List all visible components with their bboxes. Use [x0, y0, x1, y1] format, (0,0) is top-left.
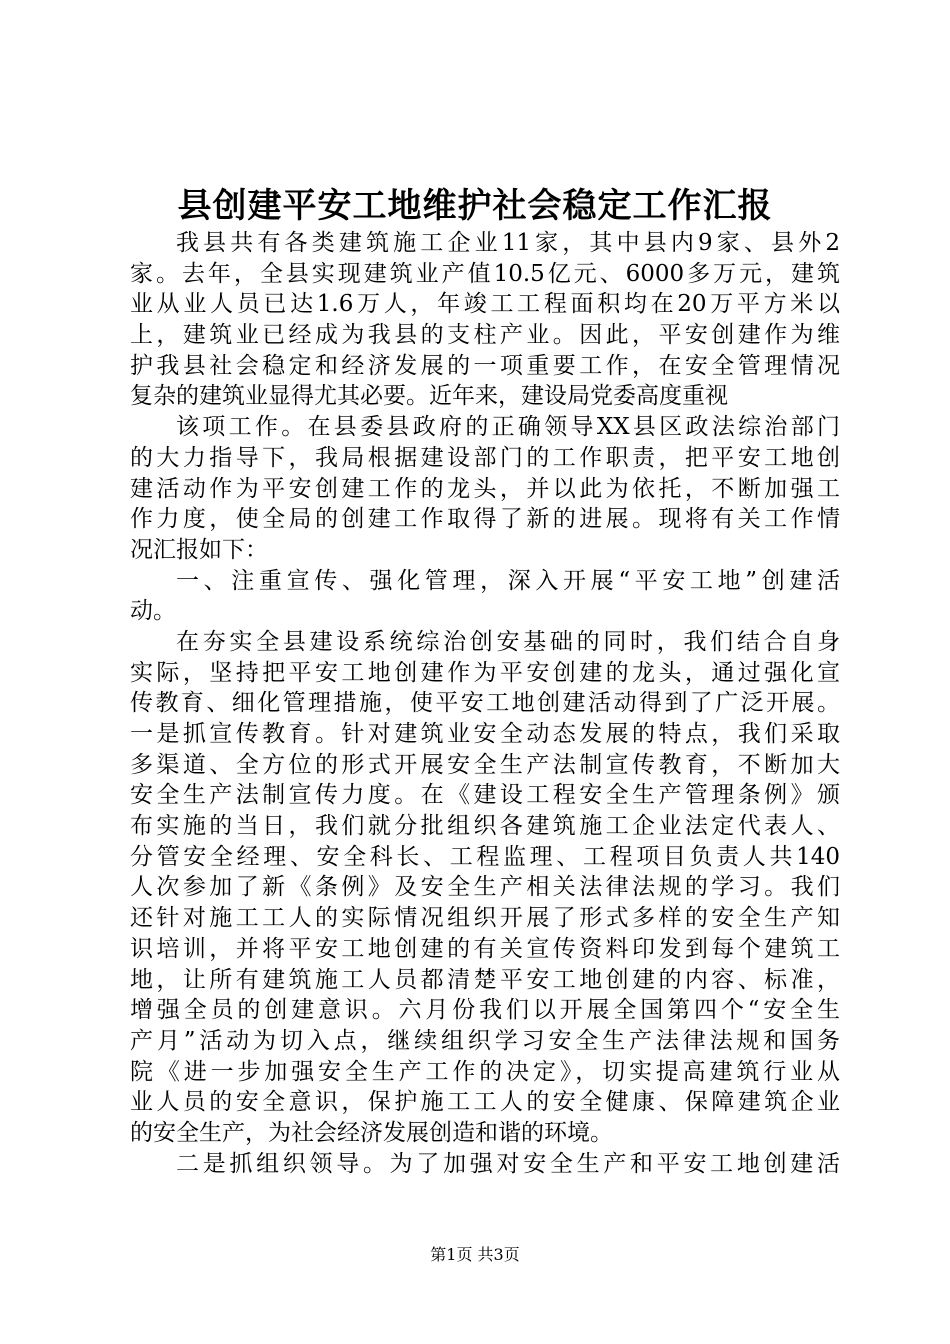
page-footer: 第1页 共3页	[430, 1245, 520, 1264]
text-line: 作力度，使全局的创建工作取得了新的进展。现将有关工作情	[130, 506, 840, 533]
text-line: 增强全员的创建意识。六月份我们以开展全国第四个“安全生	[130, 997, 840, 1024]
text-line: 人次参加了新《条例》及安全生产相关法律法规的学习。我们	[130, 874, 840, 901]
text-line: 该项工作。在县委县政府的正确领导XX县区政法综治部门	[176, 414, 840, 441]
document-title: 县创建平安工地维护社会稳定工作汇报	[177, 186, 773, 226]
text-line: 业从业人员已达1.6万人，年竣工工程面积均在20万平方米以	[130, 291, 840, 318]
text-line: 我县共有各类建筑施工企业11家，其中县内9家、县外2	[176, 230, 840, 256]
text-line: 在夯实全县建设系统综治创安基础的同时，我们结合自身	[176, 628, 840, 655]
text-line: 多渠道、全方位的形式开展安全生产法制宣传教育，不断加大	[130, 751, 840, 778]
text-line: 分管安全经理、安全科长、工程监理、工程项目负责人共140	[130, 843, 840, 870]
text-line: 护我县社会稳定和经济发展的一项重要工作，在安全管理情况	[130, 352, 840, 379]
text-line: 地，让所有建筑施工人员都清楚平安工地创建的内容、标准，	[130, 966, 840, 993]
text-line: 传教育、细化管理措施，使平安工地创建活动得到了广泛开展。	[130, 690, 840, 717]
text-line: 家。去年，全县实现建筑业产值10.5亿元、6000多万元，建筑	[130, 260, 840, 287]
text-line: 识培训，并将平安工地创建的有关宣传资料印发到每个建筑工	[130, 935, 840, 962]
text-line: 况汇报如下：	[130, 536, 268, 563]
text-line: 一、注重宣传、强化管理，深入开展“平安工地”创建活	[176, 567, 840, 594]
text-line: 还针对施工工人的实际情况组织开展了形式多样的安全生产知	[130, 905, 840, 932]
text-line: 二是抓组织领导。为了加强对安全生产和平安工地创建活	[176, 1150, 840, 1177]
text-line: 的安全生产，为社会经济发展创造和谐的环境。	[130, 1119, 613, 1146]
text-line: 产月”活动为切入点，继续组织学习安全生产法律法规和国务	[130, 1027, 840, 1054]
text-line: 实际，坚持把平安工地创建作为平安创建的龙头，通过强化宣	[130, 659, 840, 686]
text-line: 复杂的建筑业显得尤其必要。近年来，建设局党委高度重视	[130, 383, 728, 410]
text-line: 安全生产法制宣传力度。在《建设工程安全生产管理条例》颁	[130, 782, 840, 809]
text-line: 上，建筑业已经成为我县的支柱产业。因此，平安创建作为维	[130, 322, 840, 349]
text-line: 业人员的安全意识，保护施工工人的安全健康、保障建筑企业	[130, 1089, 840, 1116]
text-line: 动。	[130, 598, 176, 625]
text-line: 院《进一步加强安全生产工作的决定》，切实提高建筑行业从	[130, 1058, 840, 1085]
text-line: 一是抓宣传教育。针对建筑业安全动态发展的特点，我们采取	[130, 721, 840, 747]
text-line: 布实施的当日，我们就分批组织各建筑施工企业法定代表人、	[130, 813, 840, 840]
text-line: 的大力指导下，我局根据建设部门的工作职责，把平安工地创	[130, 444, 840, 471]
text-line: 建活动作为平安创建工作的龙头，并以此为依托，不断加强工	[130, 475, 840, 502]
document-body	[130, 228, 840, 1179]
